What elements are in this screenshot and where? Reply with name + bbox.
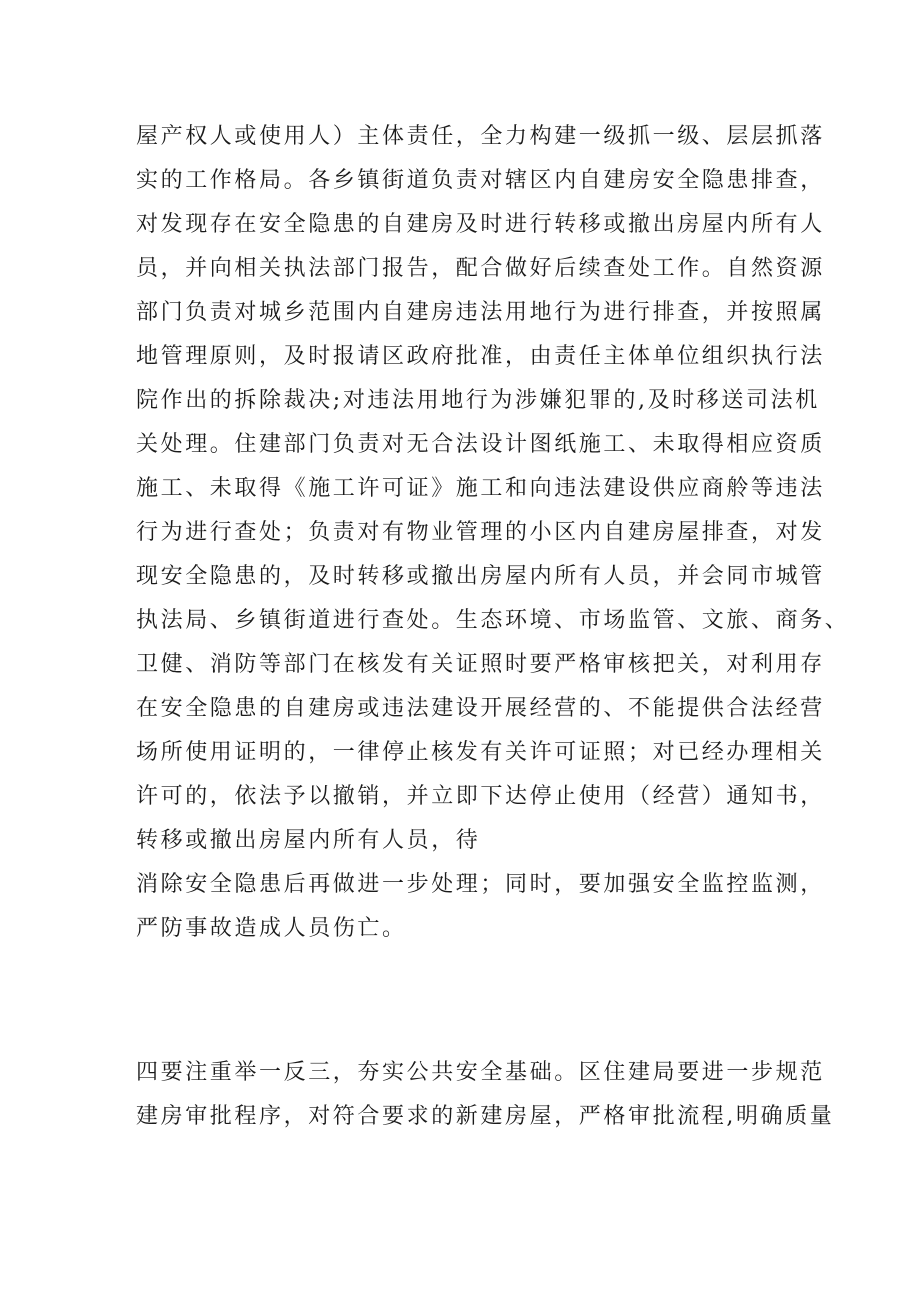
text-line: 行为进行查处；负责对有物业管理的小区内自建房屋排查，对发 [136, 520, 825, 545]
text-line: 员，并向相关执法部门报告，配合做好后续查处工作。自然资源 [136, 256, 825, 281]
text-line: 卫健、消防等部门在核发有关证照时要严格审核把关，对利用存 [136, 652, 825, 677]
text-line: 施工、未取得《施工许可证》施工和向违法建设供应商舲等违法 [136, 476, 825, 501]
text-line: 转移或撤出房屋内所有人员，待 [136, 828, 481, 853]
text-line: 屋产权人或使用人）主体责任，全力构建一级抓一级、层层抓落 [136, 124, 825, 149]
text-line: 四要注重举一反三，夯实公共安全基础。区住建局要进一步规范 [136, 1060, 825, 1085]
text-line: 院作出的拆除裁决;对违法用地行为涉嫌犯罪的,及时移送司法机 [136, 388, 820, 413]
text-line: 在安全隐患的自建房或违法建设开展经营的、不能提供合法经营 [136, 696, 825, 721]
text-line: 场所使用证明的，一律停止核发有关许可证照；对已经办理相关 [136, 740, 825, 765]
text-line: 建房审批程序，对符合要求的新建房屋，严格审批流程,明确质量 [136, 1104, 835, 1129]
text-line: 关处理。住建部门负责对无合法设计图纸施工、未取得相应资质 [136, 432, 825, 457]
text-line: 消除安全隐患后再做进一步处理；同时，要加强安全监控监测， [136, 872, 825, 897]
text-line: 实的工作格局。各乡镇街道负责对辖区内自建房安全隐患排查， [136, 168, 825, 193]
text-line: 许可的，依法予以撤销，并立即下达停止使用（经营）通知书， [136, 784, 825, 809]
text-line: 现安全隐患的，及时转移或撤出房屋内所有人员，并会同市城管 [136, 564, 825, 589]
text-line: 执法局、乡镇街道进行查处。生态环境、市场监管、文旅、商务、 [136, 608, 850, 633]
text-line: 部门负责对城乡范围内自建房违法用地行为进行排查，并按照属 [136, 300, 825, 325]
text-line: 严防事故造成人员伤亡。 [136, 916, 407, 941]
text-line: 地管理原则，及时报请区政府批准，由责任主体单位组织执行法 [136, 344, 825, 369]
text-line: 对发现存在安全隐患的自建房及时进行转移或撤出房屋内所有人 [136, 212, 825, 237]
